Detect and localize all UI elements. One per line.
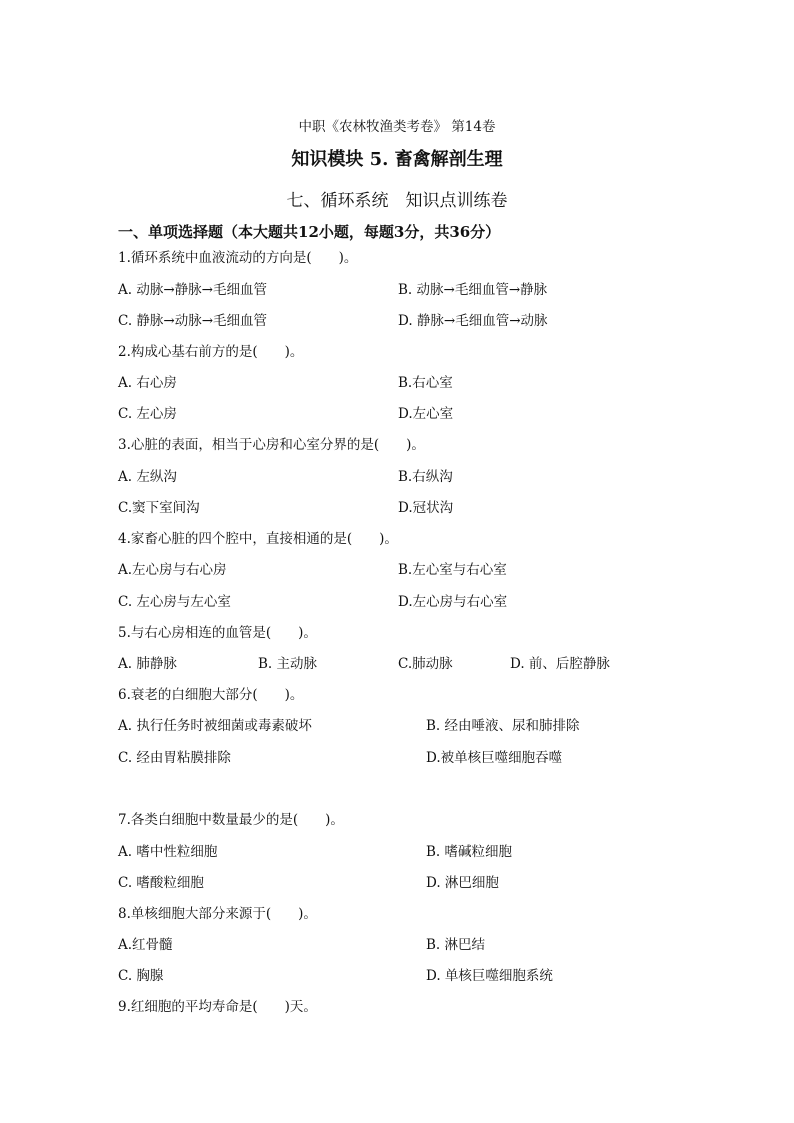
option-b: B. 经由唾液、尿和肺排除: [426, 718, 580, 734]
option-d: D.被单核巨噬细胞吞噬: [426, 750, 563, 766]
option-a: A.红骨髓: [118, 937, 173, 953]
option-b: B.左心室与右心室: [398, 562, 507, 578]
option-b: B. 动脉→毛细血管→静脉: [398, 282, 548, 298]
option-a: A. 嗜中性粒细胞: [118, 844, 218, 860]
option-b: B.右纵沟: [398, 469, 453, 485]
question-stem: 9.红细胞的平均寿命是( )天。: [118, 999, 317, 1015]
option-d: D.冠状沟: [398, 500, 454, 516]
question-stem: 6.衰老的白细胞大部分( )。: [118, 687, 304, 703]
question-stem: 5.与右心房相连的血管是( )。: [118, 625, 317, 641]
option-a: A. 右心房: [118, 375, 177, 391]
series-label: 中职《农林牧渔类考卷》 第14卷: [298, 119, 496, 135]
question-stem: 1.循环系统中血液流动的方向是( )。: [118, 250, 358, 266]
option-c: C. 静脉→动脉→毛细血管: [118, 313, 268, 329]
option-d: D.左心室: [398, 406, 454, 422]
option-b: B. 淋巴结: [426, 937, 486, 953]
section-heading: 一、单项选择题（本大题共12小题，每题3分，共36分）: [118, 223, 501, 241]
option-b: B. 嗜碱粒细胞: [426, 844, 513, 860]
option-a: A. 动脉→静脉→毛细血管: [118, 282, 267, 298]
page-title: 知识模块 5. 畜禽解剖生理: [291, 149, 503, 170]
option-c: C. 左心房: [118, 406, 177, 422]
question-stem: 2.构成心基右前方的是( )。: [118, 344, 304, 360]
option-c: C. 嗜酸粒细胞: [118, 875, 204, 891]
question-stem: 8.单核细胞大部分来源于( )。: [118, 906, 317, 922]
option-a: A.左心房与右心房: [118, 562, 227, 578]
option-a: A. 肺静脉: [118, 656, 177, 672]
unit-title: 七、循环系统 知识点训练卷: [286, 191, 508, 211]
option-a: A. 执行任务时被细菌或毒素破坏: [118, 718, 312, 734]
option-c: C. 胸腺: [118, 968, 164, 984]
option-d: D. 静脉→毛细血管→动脉: [398, 313, 548, 329]
option-b: B.右心室: [398, 375, 453, 391]
option-d: D.左心房与右心室: [398, 594, 508, 610]
option-c: C. 经由胃粘膜排除: [118, 750, 231, 766]
option-c: C. 左心房与左心室: [118, 594, 231, 610]
option-c: C.肺动脉: [398, 656, 453, 672]
question-stem: 4.家畜心脏的四个腔中，直接相通的是( )。: [118, 531, 398, 547]
option-d: D. 单核巨噬细胞系统: [426, 968, 553, 984]
option-a: A. 左纵沟: [118, 469, 177, 485]
question-stem: 3.心脏的表面，相当于心房和心室分界的是( )。: [118, 437, 425, 453]
question-stem: 7.各类白细胞中数量最少的是( )。: [118, 812, 344, 828]
option-d: D. 淋巴细胞: [426, 875, 499, 891]
option-c: C.窦下室间沟: [118, 500, 200, 516]
option-d: D. 前、后腔静脉: [510, 656, 610, 672]
option-b: B. 主动脉: [258, 656, 318, 672]
